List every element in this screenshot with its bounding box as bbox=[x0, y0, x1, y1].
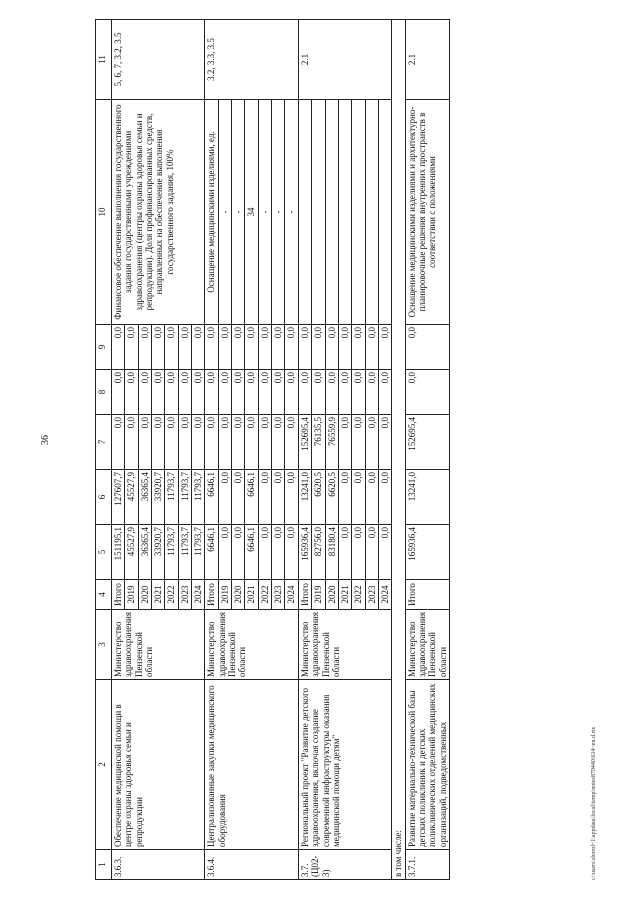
executor: Министерство здравоохранения Пензенской области bbox=[205, 610, 298, 680]
period-label: Итого bbox=[205, 580, 218, 610]
amount-cell: 0,0 bbox=[285, 415, 298, 470]
amount-cell: 11793,7 bbox=[178, 525, 191, 580]
amount-cell: 0,0 bbox=[245, 415, 258, 470]
amount-cell: 0,0 bbox=[365, 325, 378, 370]
amount-cell: 0,0 bbox=[272, 370, 285, 415]
target-indicators: 2.1 bbox=[298, 20, 391, 100]
indicator-value: - bbox=[285, 100, 298, 325]
amount-cell: 0,0 bbox=[325, 370, 338, 415]
period-label: Итого bbox=[298, 580, 311, 610]
amount-cell: 0,0 bbox=[365, 415, 378, 470]
amount-cell: 0,0 bbox=[232, 470, 245, 525]
amount-cell: 0,0 bbox=[232, 325, 245, 370]
year-cell: 2024 bbox=[285, 580, 298, 610]
amount-cell: 0,0 bbox=[405, 325, 449, 370]
amount-cell: 152695,4 bbox=[405, 415, 449, 470]
amount-cell: 0,0 bbox=[285, 470, 298, 525]
year-cell: 2023 bbox=[178, 580, 191, 610]
amount-cell: 0,0 bbox=[312, 370, 325, 415]
indicator-value: - bbox=[258, 100, 271, 325]
year-cell: 2020 bbox=[232, 580, 245, 610]
indicator-description: Финансовое обеспечение выполнения государственного задания государственными учреждениями здравоохранения (центры охраны здоровья семьи и репродукции). Доля профинансированных средств, направленных на обеспечение выполнения государственного задания, 100% bbox=[112, 100, 205, 325]
amount-cell: 0,0 bbox=[232, 525, 245, 580]
year-cell: 2023 bbox=[272, 580, 285, 610]
amount-cell: 6620,5 bbox=[325, 470, 338, 525]
year-cell: 2019 bbox=[312, 580, 325, 610]
amount-cell: 0,0 bbox=[205, 325, 218, 370]
amount-cell: 0,0 bbox=[352, 525, 365, 580]
amount-cell: 0,0 bbox=[325, 325, 338, 370]
column-header: 11 bbox=[96, 20, 112, 100]
amount-cell: 0,0 bbox=[232, 415, 245, 470]
column-header: 10 bbox=[96, 100, 112, 325]
amount-cell: 0,0 bbox=[125, 325, 138, 370]
table-row bbox=[405, 20, 449, 880]
year-cell: 2021 bbox=[245, 580, 258, 610]
indicator-value bbox=[352, 100, 365, 325]
amount-cell: 45527,9 bbox=[125, 470, 138, 525]
column-header: 4 bbox=[96, 580, 112, 610]
amount-cell: 0,0 bbox=[338, 415, 351, 470]
amount-cell: 0,0 bbox=[205, 370, 218, 415]
amount-cell: 36365,4 bbox=[138, 525, 151, 580]
amount-cell: 0,0 bbox=[178, 370, 191, 415]
amount-cell: 0,0 bbox=[405, 370, 449, 415]
amount-cell: 82756,0 bbox=[312, 525, 325, 580]
amount-cell: 0,0 bbox=[312, 325, 325, 370]
amount-cell: 0,0 bbox=[378, 470, 391, 525]
event-name: Развитие материально-технической базы детских поликлиник и детских поликлинических отделений медицинских организаций, подведомственных bbox=[405, 680, 449, 850]
amount-cell: 11793,7 bbox=[165, 525, 178, 580]
executor: Министерство здравоохранения Пензенской области bbox=[405, 610, 449, 680]
amount-cell: 76135,5 bbox=[312, 415, 325, 470]
year-cell: 2023 bbox=[365, 580, 378, 610]
header-row bbox=[96, 20, 112, 880]
amount-cell: 45527,9 bbox=[125, 525, 138, 580]
amount-cell: 0,0 bbox=[192, 325, 205, 370]
table-row bbox=[112, 20, 125, 880]
amount-cell: 0,0 bbox=[258, 525, 271, 580]
amount-cell: 0,0 bbox=[272, 325, 285, 370]
amount-cell: 152695,4 bbox=[298, 415, 311, 470]
amount-cell: 0,0 bbox=[112, 325, 125, 370]
table-row bbox=[392, 20, 405, 880]
amount-cell: 0,0 bbox=[258, 470, 271, 525]
amount-cell: 0,0 bbox=[378, 525, 391, 580]
column-header: 3 bbox=[96, 610, 112, 680]
row-number: 3.7. (Ц02-3) bbox=[298, 850, 391, 880]
amount-cell: 0,0 bbox=[378, 325, 391, 370]
column-header: 5 bbox=[96, 525, 112, 580]
amount-cell: 0,0 bbox=[152, 370, 165, 415]
amount-cell: 33920,7 bbox=[152, 525, 165, 580]
amount-cell: 6646,1 bbox=[205, 470, 218, 525]
amount-cell: 0,0 bbox=[218, 370, 231, 415]
row-number: 3.6.4. bbox=[205, 850, 298, 880]
amount-cell: 0,0 bbox=[138, 415, 151, 470]
amount-cell: 0,0 bbox=[272, 525, 285, 580]
table-row bbox=[298, 20, 311, 880]
amount-cell: 0,0 bbox=[272, 415, 285, 470]
executor: Министерство здравоохранения Пензенской области bbox=[112, 610, 205, 680]
amount-cell: 0,0 bbox=[152, 415, 165, 470]
year-cell: 2022 bbox=[258, 580, 271, 610]
page-number: 36 bbox=[40, 435, 51, 445]
amount-cell: 0,0 bbox=[165, 325, 178, 370]
amount-cell: 0,0 bbox=[352, 325, 365, 370]
amount-cell: 0,0 bbox=[365, 525, 378, 580]
amount-cell: 11793,7 bbox=[165, 470, 178, 525]
column-header: 2 bbox=[96, 680, 112, 850]
amount-cell: 0,0 bbox=[258, 325, 271, 370]
amount-cell: 0,0 bbox=[272, 470, 285, 525]
amount-cell: 11793,7 bbox=[192, 470, 205, 525]
amount-cell: 83180,4 bbox=[325, 525, 338, 580]
target-indicators: 5, 6, 7, 3.2, 3.5 bbox=[112, 20, 205, 100]
column-header: 7 bbox=[96, 415, 112, 470]
indicator-value bbox=[325, 100, 338, 325]
amount-cell: 0,0 bbox=[218, 325, 231, 370]
year-cell: 2022 bbox=[165, 580, 178, 610]
row-number: 3.6.3. bbox=[112, 850, 205, 880]
amount-cell: 0,0 bbox=[138, 370, 151, 415]
amount-cell: 0,0 bbox=[192, 370, 205, 415]
indicator-value: - bbox=[218, 100, 231, 325]
amount-cell: 0,0 bbox=[298, 370, 311, 415]
amount-cell: 0,0 bbox=[178, 415, 191, 470]
amount-cell: 6646,1 bbox=[245, 470, 258, 525]
amount-cell: 0,0 bbox=[218, 525, 231, 580]
executor: Министерство здравоохранения Пензенской области bbox=[298, 610, 391, 680]
amount-cell: 6646,1 bbox=[245, 525, 258, 580]
amount-cell: 165936,4 bbox=[298, 525, 311, 580]
column-header: 9 bbox=[96, 325, 112, 370]
amount-cell: 0,0 bbox=[352, 370, 365, 415]
period-label: Итого bbox=[405, 580, 449, 610]
amount-cell: 0,0 bbox=[378, 370, 391, 415]
program-table bbox=[95, 19, 450, 880]
target-indicators: 3.2, 3.3, 3.5 bbox=[205, 20, 298, 100]
amount-cell: 0,0 bbox=[178, 325, 191, 370]
amount-cell: 0,0 bbox=[165, 370, 178, 415]
amount-cell: 6646,1 bbox=[205, 525, 218, 580]
amount-cell: 0,0 bbox=[338, 525, 351, 580]
rotated-table-wrapper bbox=[95, 20, 575, 880]
column-header: 1 bbox=[96, 850, 112, 880]
amount-cell: 151195,1 bbox=[112, 525, 125, 580]
target-indicators: 2.1 bbox=[405, 20, 449, 100]
amount-cell: 0,0 bbox=[192, 415, 205, 470]
amount-cell: 0,0 bbox=[285, 525, 298, 580]
amount-cell: 76559,9 bbox=[325, 415, 338, 470]
indicator-value bbox=[365, 100, 378, 325]
event-name: Региональный проект "Развитие детского здравоохранения, включая создание современной инфраструктуры оказания медицинской помощи детям" bbox=[298, 680, 391, 850]
year-cell: 2019 bbox=[218, 580, 231, 610]
indicator-value bbox=[312, 100, 325, 325]
column-header: 8 bbox=[96, 370, 112, 415]
year-cell: 2021 bbox=[152, 580, 165, 610]
amount-cell: 0,0 bbox=[232, 370, 245, 415]
amount-cell: 36365,4 bbox=[138, 470, 151, 525]
amount-cell: 0,0 bbox=[245, 325, 258, 370]
amount-cell: 0,0 bbox=[285, 325, 298, 370]
column-header: 6 bbox=[96, 470, 112, 525]
amount-cell: 0,0 bbox=[378, 415, 391, 470]
indicator-value bbox=[338, 100, 351, 325]
amount-cell: 13241,0 bbox=[298, 470, 311, 525]
amount-cell: 11793,7 bbox=[192, 525, 205, 580]
table-row bbox=[205, 20, 218, 880]
year-cell: 2024 bbox=[378, 580, 391, 610]
table-body bbox=[112, 20, 450, 880]
amount-cell: 0,0 bbox=[258, 415, 271, 470]
indicator-value: - bbox=[272, 100, 285, 325]
amount-cell: 0,0 bbox=[338, 370, 351, 415]
indicator-description: Оснащение медицинскими изделиями, ед. bbox=[205, 100, 218, 325]
amount-cell: 0,0 bbox=[352, 415, 365, 470]
amount-cell: 0,0 bbox=[112, 370, 125, 415]
year-cell: 2021 bbox=[338, 580, 351, 610]
footer-file-path: c:\users\sborol~1\appdata\local\temp\notes879440\614~eu.d.rtx bbox=[591, 726, 597, 880]
amount-cell: 0,0 bbox=[365, 370, 378, 415]
amount-cell: 0,0 bbox=[338, 470, 351, 525]
amount-cell: 0,0 bbox=[125, 370, 138, 415]
amount-cell: 0,0 bbox=[258, 370, 271, 415]
amount-cell: 0,0 bbox=[338, 325, 351, 370]
indicator-value: - bbox=[232, 100, 245, 325]
amount-cell: 0,0 bbox=[205, 415, 218, 470]
year-cell: 2019 bbox=[125, 580, 138, 610]
amount-cell: 0,0 bbox=[165, 415, 178, 470]
amount-cell: 0,0 bbox=[352, 470, 365, 525]
section-label: в том числе: bbox=[392, 20, 405, 880]
amount-cell: 6620,5 bbox=[312, 470, 325, 525]
amount-cell: 0,0 bbox=[298, 325, 311, 370]
amount-cell: 0,0 bbox=[125, 415, 138, 470]
amount-cell: 0,0 bbox=[245, 370, 258, 415]
amount-cell: 13241,0 bbox=[405, 470, 449, 525]
amount-cell: 0,0 bbox=[365, 470, 378, 525]
indicator-value bbox=[378, 100, 391, 325]
indicator-value: 34 bbox=[245, 100, 258, 325]
amount-cell: 127607,7 bbox=[112, 470, 125, 525]
amount-cell: 0,0 bbox=[218, 470, 231, 525]
amount-cell: 165936,4 bbox=[405, 525, 449, 580]
amount-cell: 0,0 bbox=[152, 325, 165, 370]
amount-cell: 11793,7 bbox=[178, 470, 191, 525]
indicator-description: Оснащение медицинскими изделиями и архитектурно-планировочные решения внутренних пространств в соответствии с положениями bbox=[405, 100, 449, 325]
row-number: 3.7.1. bbox=[405, 850, 449, 880]
amount-cell: 33920,7 bbox=[152, 470, 165, 525]
year-cell: 2022 bbox=[352, 580, 365, 610]
amount-cell: 0,0 bbox=[112, 415, 125, 470]
indicator-description bbox=[298, 100, 311, 325]
event-name: Централизованные закупки медицинского оборудования bbox=[205, 680, 298, 850]
year-cell: 2024 bbox=[192, 580, 205, 610]
period-label: Итого bbox=[112, 580, 125, 610]
amount-cell: 0,0 bbox=[218, 415, 231, 470]
event-name: Обеспечение медицинской помощи в центре охраны здоровья семьи и репродукции bbox=[112, 680, 205, 850]
year-cell: 2020 bbox=[138, 580, 151, 610]
year-cell: 2020 bbox=[325, 580, 338, 610]
amount-cell: 0,0 bbox=[138, 325, 151, 370]
amount-cell: 0,0 bbox=[285, 370, 298, 415]
